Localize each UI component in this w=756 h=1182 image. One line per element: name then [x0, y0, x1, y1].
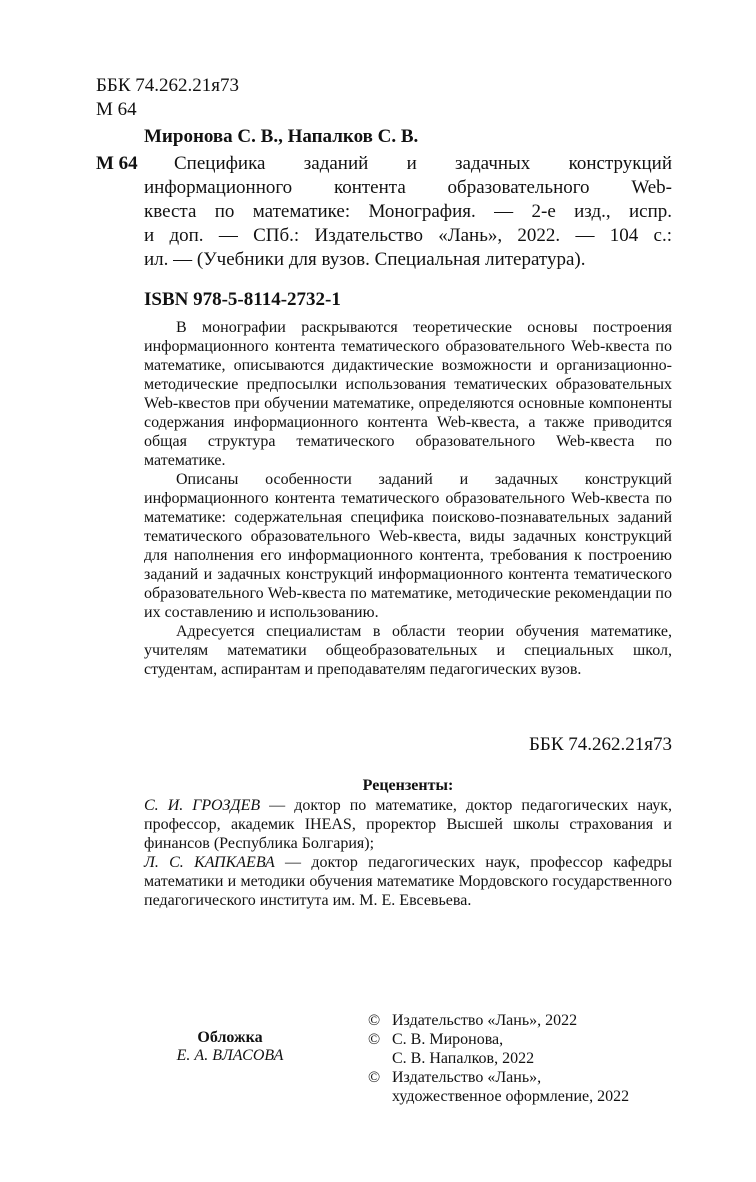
copyright-spacer — [368, 1087, 392, 1106]
copyright-icon: © — [368, 1069, 381, 1086]
reviewer-2-text: — доктор педагогических наук, профессор кафедры математики и методики обучения математике Мордовского государственного педагогического института им. М. Е. Евсевьева. — [144, 854, 673, 909]
isbn: ISBN 978-5-8114-2732-1 — [144, 289, 341, 310]
copyright-block — [368, 1011, 678, 1106]
abstract-paragraph-3: Адресуется специалистам в области теории обучения математике, учителям математики общеобразовательных и специальных школ, студентам, аспирантам и преподавателям педагогических вузов. — [144, 623, 672, 678]
cover-label: Обложка — [197, 1029, 263, 1046]
title-line-4: и доп. — СПб.: Издательство «Лань», 2022. — 104 с.: — [144, 225, 672, 246]
reviewer-2-name: Л. С. КАПКАЕВА — [144, 854, 275, 871]
reviewers-heading: Рецензенты: — [362, 777, 454, 794]
bbk-code-top: ББК 74.262.21я73 — [96, 75, 239, 96]
book-title-block — [144, 152, 672, 272]
author-mark-top: М 64 — [96, 99, 137, 120]
copyright-text-2: С. В. Миронова, — [392, 1031, 504, 1048]
abstract-paragraph-1: В монографии раскрываются теоретические основы построения информационного контента тематического образовательного Web-квеста по математике, описываются дидактические возможности и организационно-методические предпосылки использования тематических образовательных Web-квестов при обучении математике, определяются основные компоненты содержания информационного контента Web-квеста, а также приводится общая структура тематического образовательного Web-квеста по математике. — [144, 319, 672, 469]
copyright-text-4: Издательство «Лань», — [392, 1069, 542, 1086]
copyright-icon: © — [368, 1031, 381, 1048]
copyright-icon: © — [368, 1012, 381, 1029]
abstract-paragraph-2: Описаны особенности заданий и задачных конструкций информационного контента тематического образовательного Web-квеста по математике: содержательная специфика поисково-познавательных заданий тематического образовательного Web-квеста, виды задачных конструкций для наполнения его информационного контента, требования к построению заданий и задачных конструкций информационного контента тематического образовательного Web-квеста по математике, методические рекомендации по их составлению и использованию. — [144, 471, 672, 621]
copyright-text-3: С. В. Напалков, 2022 — [392, 1050, 535, 1067]
copyright-line-3 — [368, 1049, 678, 1068]
reviewer-1-name: С. И. ГРОЗДЕВ — [144, 797, 261, 814]
abstract — [144, 318, 672, 679]
copyright-line-4 — [368, 1068, 678, 1087]
copyright-line-1 — [368, 1011, 678, 1030]
copyright-spacer — [368, 1049, 392, 1068]
title-line-3: квеста по математике: Монография. — 2-е изд., испр. — [144, 201, 672, 222]
reviewers-list — [144, 796, 672, 910]
copyright-line-2 — [368, 1030, 678, 1049]
bbk-code-footer: ББК 74.262.21я73 — [529, 734, 672, 755]
reviewer-2 — [144, 853, 672, 910]
cover-designer: Е. А. ВЛАСОВА — [176, 1047, 284, 1064]
book-authors: Миронова С. В., Напалков С. В. — [144, 126, 419, 147]
reviewer-1-text: — доктор по математике, доктор педагогических наук, профессор, академик IHEAS, проректор Высшей школы страхования и финансов (Республика Болгария); — [144, 797, 673, 852]
title-line-2: информационного контента образовательного Web- — [144, 177, 672, 198]
copyright-text-5: художественное оформление, 2022 — [392, 1088, 630, 1105]
copyright-text-1: Издательство «Лань», 2022 — [392, 1012, 578, 1029]
book-mark: М 64 — [96, 153, 138, 174]
title-line-5: ил. — (Учебники для вузов. Специальная литература). — [144, 249, 586, 270]
title-line-1: Специфика заданий и задачных конструкций — [174, 153, 672, 174]
reviewer-1 — [144, 796, 672, 853]
copyright-line-5 — [368, 1087, 678, 1106]
